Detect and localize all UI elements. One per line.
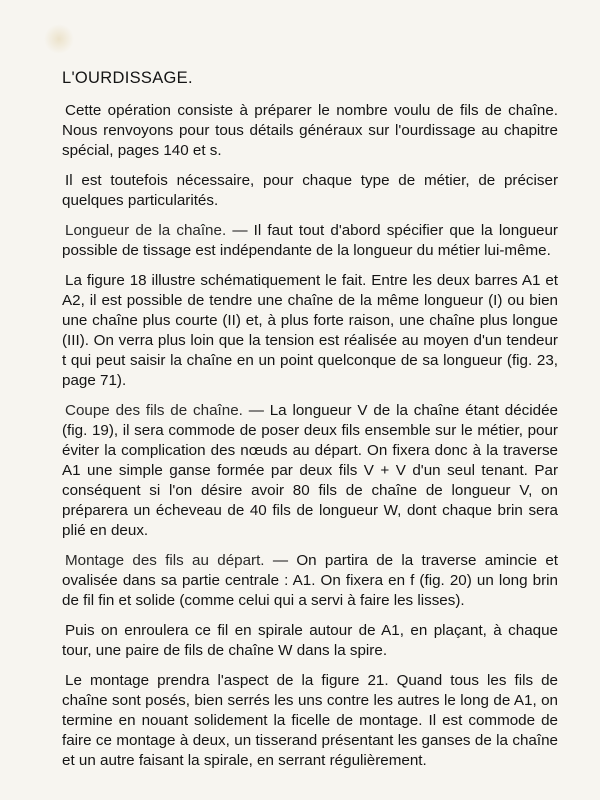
paragraph-4-text: La figure 18 illustre schématiquement le fait. Entre les deux barres A1 et A2, il est possible de tendre une chaîne de la même longueur (I) ou bien une chaîne plus courte (II) et, à plus forte raison, une chaîne plus longue (III). On verra plus loin que la tension est réalisée au moyen d'un tendeur t qui peut saisir la chaîne en un point quelconque de sa longueur (fig. 23, page 71).	[62, 272, 558, 389]
paragraph-5-lead: Coupe des fils de chaîne.	[65, 402, 243, 419]
paragraph-1	[62, 101, 558, 161]
paragraph-7	[62, 621, 558, 661]
paragraph-3-lead: Longueur de la chaîne.	[65, 222, 227, 239]
paragraph-3-text: — Il faut tout d'abord spécifier que la longueur possible de tissage est indépendante de la longueur du métier lui-même.	[62, 222, 558, 259]
paper-stain	[44, 24, 74, 54]
paragraph-2	[62, 171, 558, 211]
paragraph-8	[62, 671, 558, 771]
section-title: L'OURDISSAGE.	[62, 69, 193, 87]
paragraph-4	[62, 271, 558, 391]
paragraph-1-text: Cette opération consiste à préparer le nombre voulu de fils de chaîne. Nous renvoyons pour tous détails généraux sur l'ourdissage au chapitre spécial, pages 140 et s.	[62, 102, 558, 159]
paragraph-6-lead: Montage des fils au départ.	[65, 552, 265, 569]
paragraph-8-text: Le montage prendra l'aspect de la figure 21. Quand tous les fils de chaîne sont posés, bien serrés les uns contre les autres le long de A1, on termine en nouant solidement la ficelle de montage. Il est commode de faire ce montage à deux, un tisserand présentant les ganses de la chaîne et un autre faisant la spirale, en serrant régulièrement.	[62, 672, 558, 769]
paragraph-5	[62, 401, 558, 541]
paragraph-7-text: Puis on enroulera ce fil en spirale autour de A1, en plaçant, à chaque tour, une paire de fils de chaîne W dans la spire.	[62, 622, 558, 659]
paragraph-2-text: Il est toutefois nécessaire, pour chaque type de métier, de préciser quelques particularités.	[62, 172, 558, 209]
section-body	[62, 101, 558, 781]
paragraph-3	[62, 221, 558, 261]
paragraph-6-text: — On partira de la traverse amincie et ovalisée dans sa partie centrale : A1. On fixera en f (fig. 20) un long brin de fil fin et solide (comme celui qui a servi à faire les lisses).	[62, 552, 558, 609]
paragraph-6	[62, 551, 558, 611]
paragraph-5-text: — La longueur V de la chaîne étant décidée (fig. 19), il sera commode de poser deux fils ensemble sur le métier, pour éviter la complication des nœuds au départ. On fixera donc à la traverse A1 une simple ganse formée par deux fils V + V d'un seul tenant. Par conséquent si l'on désire avoir 80 fils de chaîne de longueur V, on préparera un écheveau de 40 fils de longueur W, dont chaque brin sera plié en deux.	[62, 402, 558, 539]
